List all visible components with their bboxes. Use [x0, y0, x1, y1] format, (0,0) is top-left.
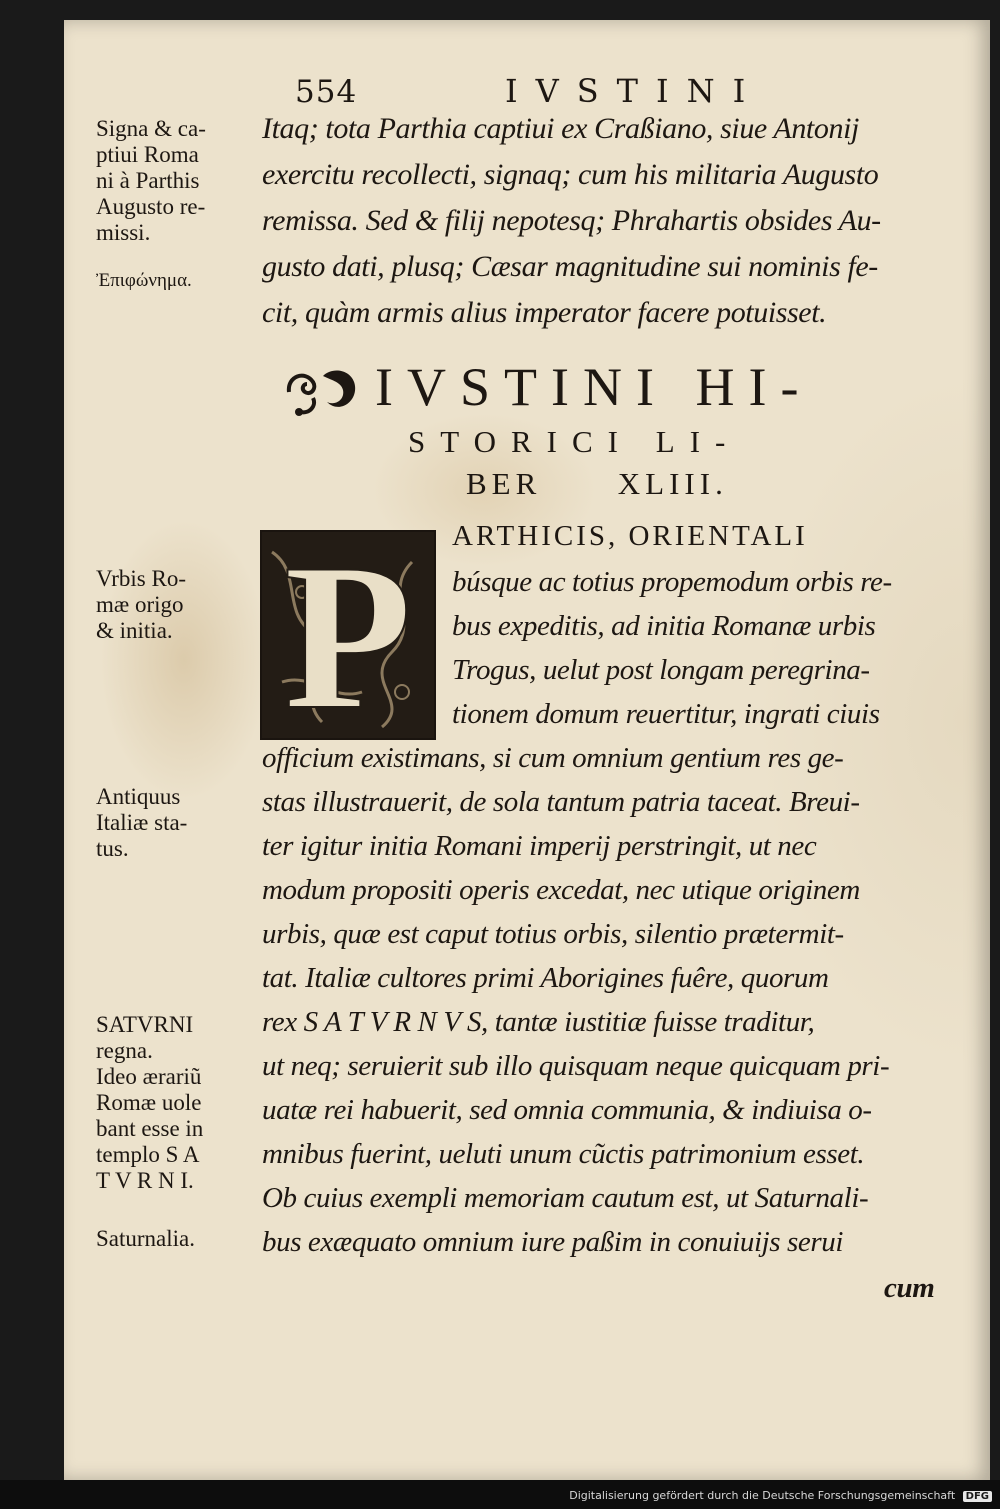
text-line: ut neq; seruierit sub illo quisquam neque quicquam pri-: [262, 1050, 890, 1082]
margin-note-aerarium: Ideo ærariũ Romæ uole bant esse in templo S A T V R N I.: [96, 1064, 204, 1193]
text-line: tat. Italiæ cultores primi Aborigines fuêre, quorum: [262, 962, 829, 994]
footer-credit-text: Digitalisierung gefördert durch die Deutsche Forschungsgemeinschaft: [569, 1489, 956, 1502]
margin-note-antiquus-status: Antiquus Italiæ sta- tus.: [96, 784, 188, 861]
text-line: bus expeditis, ad initia Romanæ urbis: [452, 610, 876, 642]
drop-cap-letter: P: [283, 530, 413, 740]
text-line: Itaq; tota Parthia captiui ex Craßiano, siue Antonij: [262, 112, 859, 145]
text-line: rex S A T V R N V S, tantæ iustitiæ fuisse traditur,: [262, 1006, 815, 1038]
text-line: officium existimans, si cum omnium gentium res ge-: [262, 742, 844, 774]
fleuron-ornament-icon: [283, 362, 361, 418]
text-line: búsque ac totius propemodum orbis re-: [452, 566, 892, 598]
margin-note-epiphonema: Ἐπιφώνημα.: [96, 270, 192, 291]
margin-note-urbis-origo: Vrbis Ro- mæ origo & initia.: [96, 566, 186, 643]
text-line: uatæ rei habuerit, sed omnia communia, & indiuisa o-: [262, 1094, 872, 1126]
dfg-logo: DFG: [963, 1491, 992, 1502]
footer-credit: [569, 1489, 992, 1502]
text-line: modum propositi operis excedat, nec utique originem: [262, 874, 860, 906]
text-line: urbis, quæ est caput totius orbis, silentio prætermit-: [262, 918, 844, 950]
page-number: 554: [295, 74, 358, 110]
text-line: bus exæquato omnium iure paßim in conuiuijs serui: [262, 1226, 844, 1258]
text-line: ter igitur initia Romani imperij perstringit, ut nec: [262, 830, 817, 862]
text-line: gusto dati, plusq; Cæsar magnitudine sui nominis fe-: [262, 250, 878, 283]
margin-note-saturni-regna: SATVRNI regna.: [96, 1012, 194, 1063]
book-title-line-3: BER XLIII.: [466, 466, 728, 501]
catchword: cum: [884, 1272, 935, 1304]
text-line: remissa. Sed & filij nepotesq; Phrahartis obsides Au-: [262, 204, 881, 237]
drop-cap-initial: [260, 530, 436, 740]
text-line: mnibus fuerint, ueluti unum cũctis patrimonium esset.: [262, 1138, 865, 1170]
book-title-line-1: IVSTINI HI-: [375, 357, 813, 417]
text-line: stas illustrauerit, de sola tantum patria taceat. Breui-: [262, 786, 860, 818]
margin-note-signa: Signa & ca- ptiui Roma ni à Parthis Augusto re- missi.: [96, 116, 206, 245]
text-line: Trogus, uelut post longam peregrina-: [452, 654, 870, 686]
caps-opening: ARTHICIS, ORIENTALI: [452, 520, 808, 552]
text-line: exercitu recollecti, signaq; cum his militaria Augusto: [262, 158, 879, 191]
text-line: Ob cuius exempli memoriam cautum est, ut Saturnali-: [262, 1182, 869, 1214]
text-line: tionem domum reuertitur, ingrati ciuis: [452, 698, 880, 730]
text-line: cit, quàm armis alius imperator facere potuisset.: [262, 296, 827, 329]
running-head: IVSTINI: [505, 72, 764, 110]
book-title-line-2: STORICI LI-: [408, 424, 741, 459]
margin-note-saturnalia: Saturnalia.: [96, 1226, 195, 1251]
